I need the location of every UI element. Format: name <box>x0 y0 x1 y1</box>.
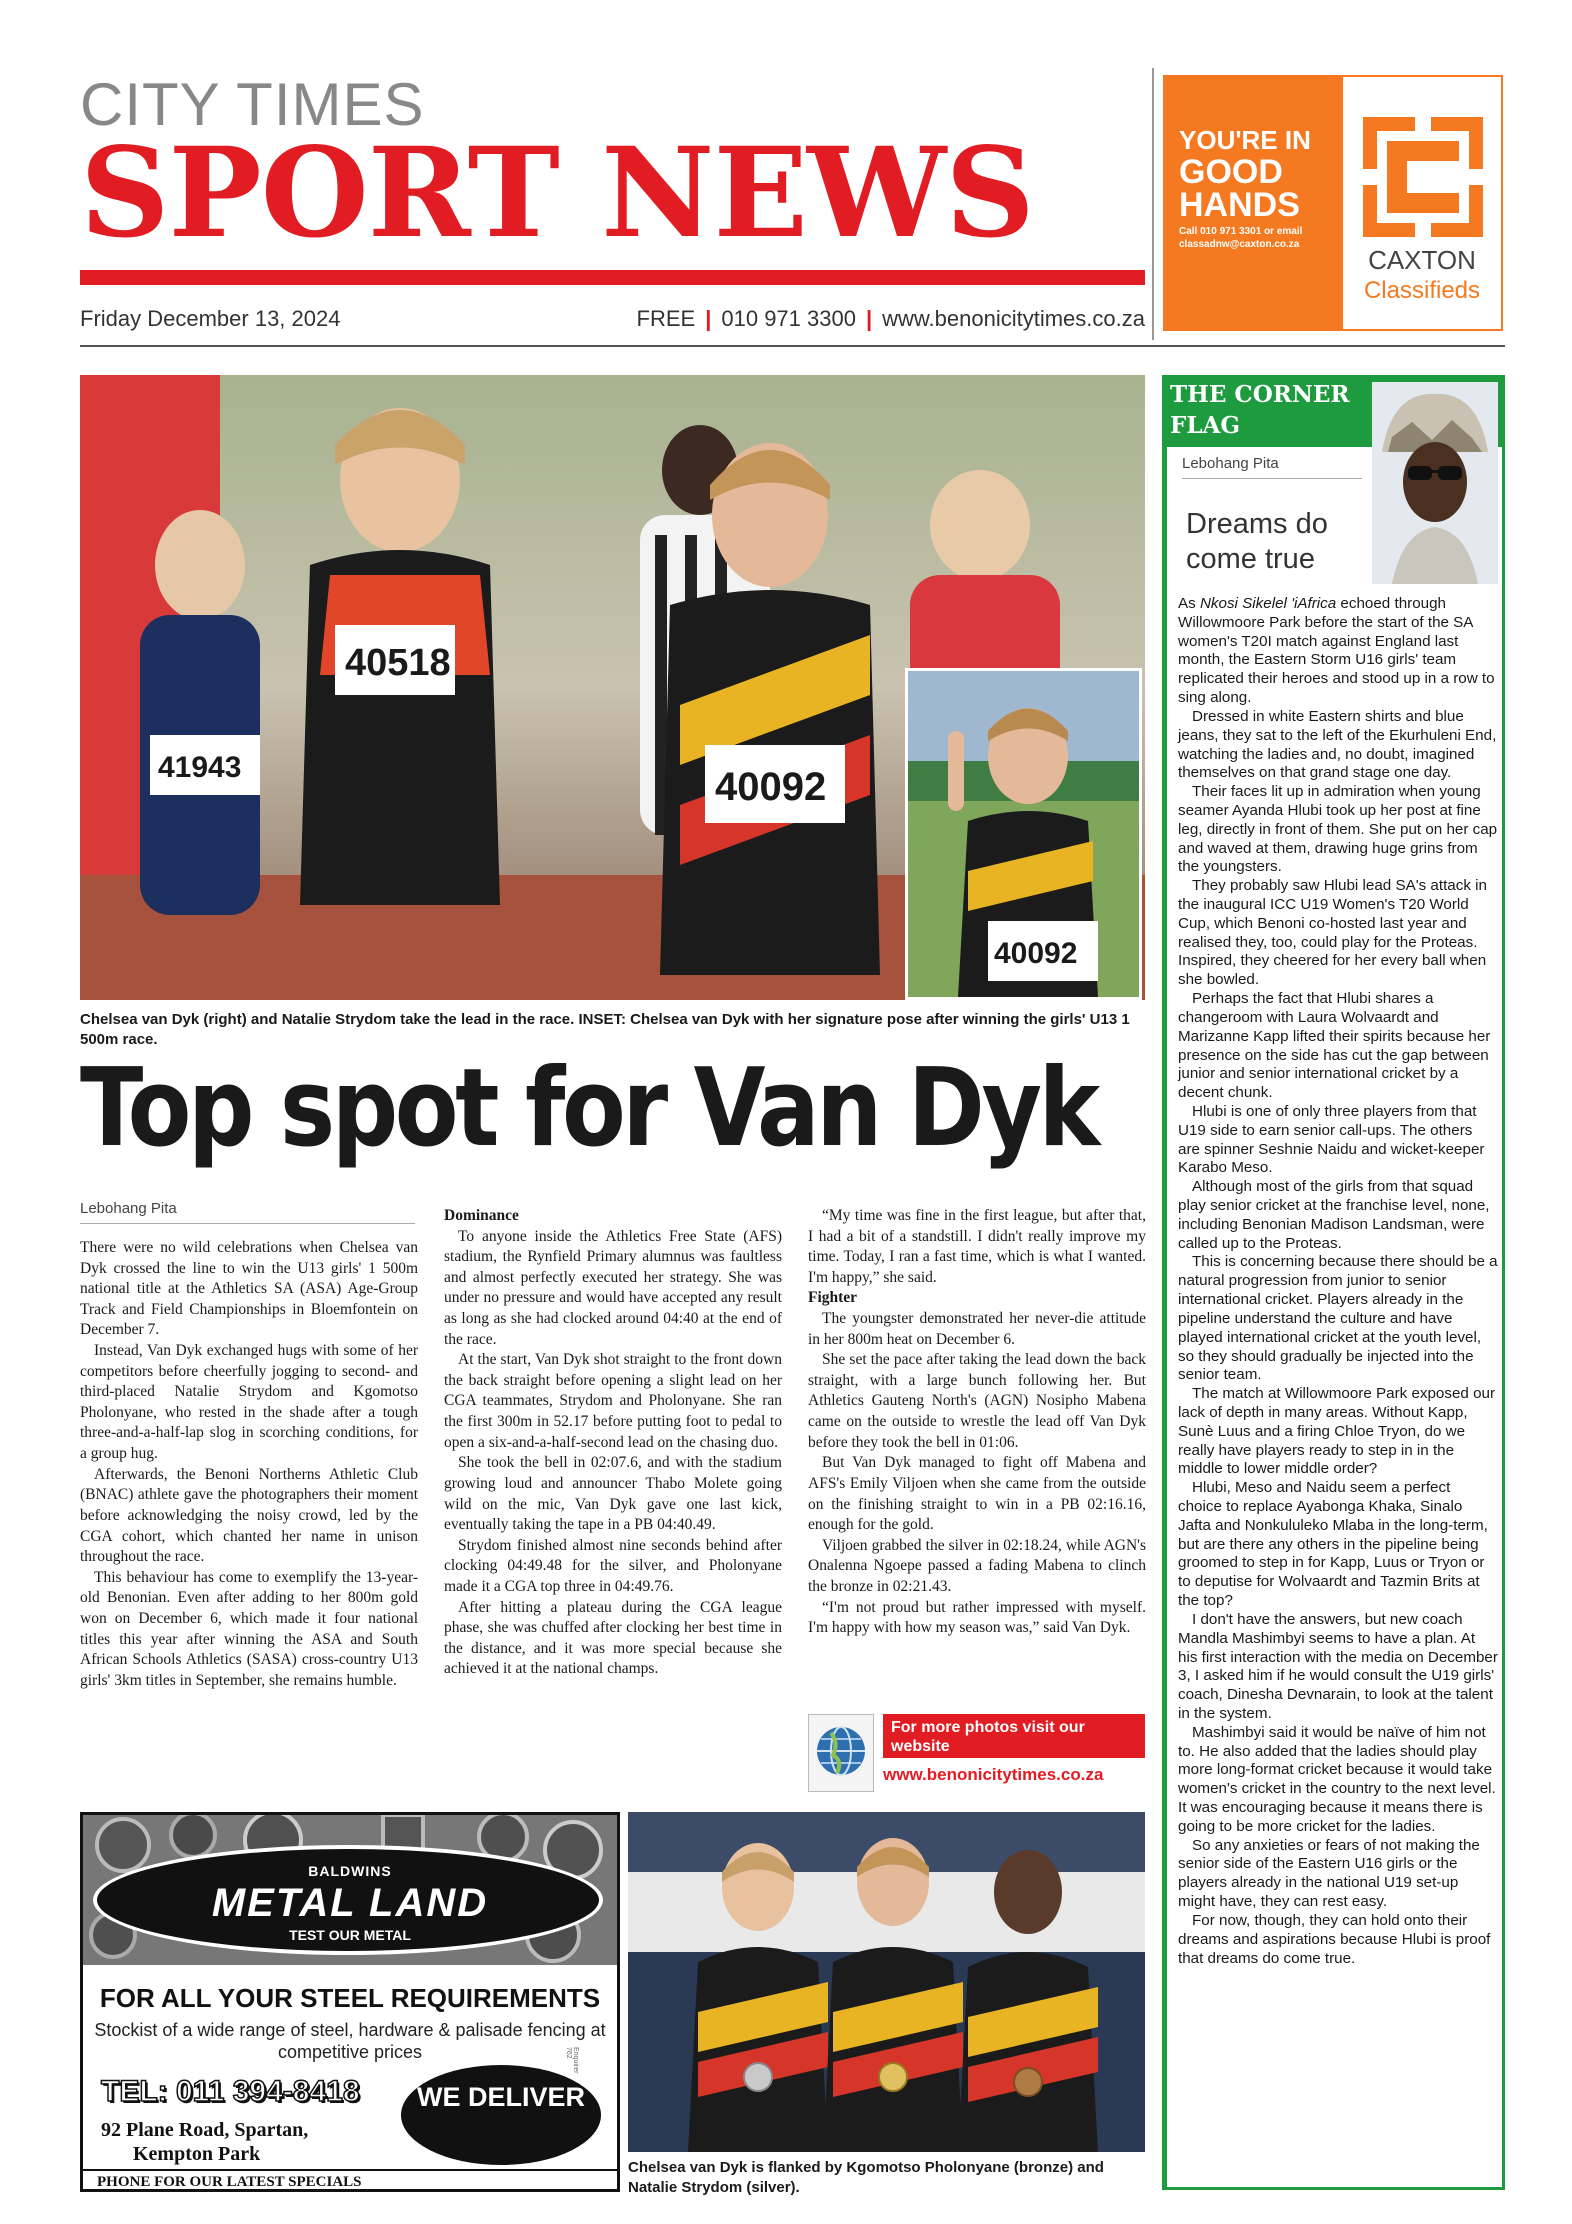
caxton-logo-box <box>1341 75 1503 331</box>
masthead-divider <box>1152 68 1154 340</box>
intro-text: As <box>1178 595 1200 612</box>
paragraph: Although most of the girls from that squad play senior cricket at the franchise level, none, including Benonian Madison Landsman, were called up to the Proteas. <box>1178 1178 1490 1252</box>
article-column-3 <box>808 1206 1146 1639</box>
paragraph: Instead, Van Dyk exchanged hugs with some of her competitors before cheerfully jogging to second- and third-placed Natalie Strydom and Kgomotso Pholonyane, who rested in the shade after a tough three-and-a-half-lap slog in scorching conditions, for a group hug. <box>80 1342 418 1463</box>
paragraph: After hitting a plateau during the CGA league phase, she was chuffed after clocking her best time in the distance, and it was more special because she achieved it at the national champs. <box>444 1598 782 1678</box>
paragraph: At the start, Van Dyk shot straight to the front down the back straight before opening a slight lead on her CGA teammates, Strydom and Pholonyane. She ran the first 300m in 52.17 before putting foot to pedal to open a six-and-a-half-second lead on the chasing duo. <box>444 1351 782 1451</box>
ad-line-1: YOU'RE IN <box>1179 125 1311 155</box>
ad-specials: PHONE FOR OUR LATEST SPECIALS <box>83 2169 617 2192</box>
corner-flag-byline: Lebohang Pita <box>1182 455 1362 479</box>
subheading: Fighter <box>808 1289 858 1307</box>
ad-telephone: TEL: 011 394-8418 <box>101 2075 360 2108</box>
article-column-1 <box>80 1238 418 1691</box>
ad-address-line-1: 92 Plane Road, Spartan, <box>101 2119 309 2141</box>
paragraph: Viljoen grabbed the silver in 02:18.24, while AGN's Onalenna Ngoepe passed a fading Mabena to clinch the bronze in 02:21.43. <box>808 1536 1146 1595</box>
ad-line-3: HANDS <box>1179 186 1300 224</box>
we-deliver-badge: WE DELIVER <box>401 2065 601 2165</box>
paragraph: I don't have the answers, but new coach Mandla Mashimbyi seems to have a plan. At his first interaction with the media on December 3, I asked him if he would consult the U19 girls' coach, Dinesha Devnarain, to look at the talent in the system. <box>1178 1610 1498 1722</box>
paragraph: Hlubi, Meso and Naidu seem a perfect choice to replace Ayabonga Khaka, Sinalo Jafta and Nonkululeko Mlaba in the long-term, but are there any others in the pipeline being groomed to step in for Kapp, Luus or Tryon or to deputise for Wolvaardt and Tazmin Brits at the top? <box>1178 1479 1488 1610</box>
paragraph: The match at Willowmoore Park exposed our lack of depth in many areas. Without Kapp, Sunè Luus and a firing Chloe Tryon, do we really have players ready to step in in the middle to lower middle order? <box>1178 1385 1496 1478</box>
paragraph: Perhaps the fact that Hlubi shares a changeroom with Laura Wolvaardt and Marizanne Kapp lifted their spirits because her presence on the side has cut the gap between junior and senior international cricket by a decent chunk. <box>1178 990 1491 1102</box>
podium-photo <box>628 1812 1145 2152</box>
paragraph: “I'm not proud but rather impressed with myself. I'm happy with how my season was,” said Van Dyk. <box>808 1598 1146 1637</box>
paragraph: This is concerning because there should be a natural progression from junior to senior international cricket. Players already in the pipeline understand the culture and have played international cricket at the youth level, so they should gradually be injected into the senior team. <box>1178 1253 1498 1384</box>
anthem-title: Nkosi Sikelel 'iAfrica <box>1199 595 1337 612</box>
caxton-sub-brand: Classifieds <box>1363 277 1481 304</box>
intro-text: echoed through Willowmoore Park before the start of the SA women's T20I match against England last month, the Eastern Storm U16 girls' team replicated their heroes and stood up in a row to sing along. <box>1178 595 1495 707</box>
paragraph: The youngster demonstrated her never-die attitude in her 800m heat on December 6. <box>808 1310 1146 1348</box>
metal-land-ad[interactable] <box>80 1812 620 2192</box>
columnist-portrait <box>1372 382 1498 584</box>
ad-stockist: Stockist of a wide range of steel, hardware & palisade fencing at competitive prices <box>94 2020 606 2062</box>
caxton-brand: CAXTON <box>1368 245 1476 275</box>
paragraph: There were no wild celebrations when Chelsea van Dyk crossed the line to win the U13 girls' 1 500m national title at the Athletics SA (ASA) Age-Group Track and Field Championships in Bloemfontein on December 7. <box>80 1239 418 1339</box>
bib-text: 40518 <box>345 642 451 684</box>
article-byline: Lebohang Pita <box>80 1200 415 1224</box>
more-photos-label: For more photos visit our website <box>883 1714 1145 1758</box>
phone-number: 010 971 3300 <box>721 306 856 331</box>
masthead <box>80 70 1145 340</box>
subheading: Dominance <box>444 1207 519 1224</box>
caxton-classifieds-ad[interactable] <box>1163 75 1503 331</box>
paragraph: Their faces lit up in admiration when young seamer Ayanda Hlubi took up her post at fine leg, directly in front of them. She put on her cap and waved at them, drawing huge grins from the youngsters. <box>1178 783 1498 876</box>
masthead-rule <box>80 345 1505 347</box>
ad-tagline: TEST OUR METAL <box>289 1927 411 1943</box>
paragraph: She set the pace after taking the lead down the back straight, with a large bunch following her. But Athletics Gauteng North's (AGN) Nosipho Mabena came on the outside to wrestle the lead off Van Dyk before they took the bell in 01:06. <box>808 1351 1146 1451</box>
inset-photo-image <box>908 671 1139 997</box>
paragraph: Dressed in white Eastern shirts and blue jeans, they sat to the left of the Ekurhuleni End, watching the ladies and, no doubt, imagined themselves on that grand stage one day. <box>1178 707 1497 782</box>
corner-flag-headline: Dreams do come true <box>1186 508 1328 575</box>
ad-brand-name: METAL LAND <box>211 1881 489 1925</box>
ad-requirements: FOR ALL YOUR STEEL REQUIREMENTS <box>99 1983 601 2013</box>
price-label: FREE <box>636 306 696 331</box>
ad-line-2: GOOD <box>1179 153 1283 191</box>
more-photos-promo[interactable] <box>808 1714 1145 1792</box>
masthead-contact <box>637 306 1145 332</box>
paragraph: So any anxieties or fears of not making the senior side of the Eastern U16 girls or the players already in the national U19 set-up might have, they can rest easy. <box>1178 1836 1480 1911</box>
paragraph: Hlubi is one of only three players from that U19 side to earn senior call-ups. The others are spinner Seshnie Naidu and wicket-keeper Karabo Meso. <box>1178 1102 1485 1177</box>
caxton-logo-icon <box>1363 117 1483 237</box>
paragraph: This behaviour has come to exemplify the 13-year-old Benonian. Even after adding to her 800m gold won on December 6, which made it four national titles this year after winning the ASA and South African Schools Athletics (SASA) cross-country U13 girls' 3km titles in September, she remains humble. <box>80 1568 418 1689</box>
ad-address-line-2: Kempton Park <box>133 2143 261 2165</box>
ad-contact: Call 010 971 3301 or email classadnw@caxton.co.za <box>1179 226 1303 250</box>
paragraph: To anyone inside the Athletics Free State (AFS) stadium, the Rynfield Primary alumnus was faultless and almost perfectly executed her strategy. She was under no pressure and would have accepted any result as long as she had clocked around 04:40 at the end of the race. <box>444 1227 782 1348</box>
ad-reference: Enquirer 762 <box>565 2047 579 2074</box>
bib-text: 40092 <box>994 937 1078 970</box>
paragraph: But Van Dyk managed to fight off Mabena and AFS's Emily Viljoen when she came from the outside on the finishing straight to win in a PB 02:16.16, enough for the gold. <box>808 1454 1146 1534</box>
website-link[interactable]: www.benonicitytimes.co.za <box>882 306 1145 331</box>
paragraph: They probably saw Hlubi lead SA's attack in the inaugural ICC U19 Women's T20 World Cup, which Benoni co-hosted last year and realised they, too, could play for the Proteas. Inspired, they cheered for her every ball when she bowled. <box>1178 877 1487 989</box>
corner-flag-title-text: THE CORNER FLAG <box>1170 381 1350 440</box>
corner-flag-body <box>1178 595 1498 1968</box>
separator: | <box>865 306 873 331</box>
bib-text: 40092 <box>715 765 827 809</box>
globe-icon <box>808 1714 874 1792</box>
podium-photo-image <box>628 1812 1145 2152</box>
masthead-small-title: CITY TIMES <box>80 71 425 138</box>
separator: | <box>705 306 712 331</box>
article-headline: Top spot for Van Dyk <box>80 1046 1097 1171</box>
bib-text: 41943 <box>158 751 242 784</box>
more-photos-url[interactable]: www.benonicitytimes.co.za <box>883 1765 1104 1784</box>
ad-brand-top: BALDWINS <box>308 1863 392 1879</box>
paragraph <box>1178 595 1498 708</box>
podium-photo-caption: Chelsea van Dyk is flanked by Kgomotso Pholonyane (bronze) and Natalie Strydom (silver). <box>628 2159 1104 2197</box>
paragraph: Strydom finished almost nine seconds behind after clocking 04:49.48 for the silver, and Pholonyane made it a CGA top three in 04:49.76. <box>444 1536 782 1595</box>
paragraph: “My time was fine in the first league, but after that, I had a bit of a standstill. I didn't really improve my time. Today, I ran a fast time, which is what I wanted. I'm happy,” she said. <box>808 1207 1146 1286</box>
masthead-big-title: SPORT NEWS <box>80 121 1034 266</box>
paragraph: Mashimbyi said it would be naïve of him not to. He also added that the ladies should play more long-format cricket because it would take women's cricket in the country to the next level. It was encouraging because it means there is going to be more cricket for the ladies. <box>1178 1723 1496 1835</box>
article-column-2 <box>444 1206 782 1680</box>
paragraph: Afterwards, the Benoni Northerns Athletic Club (BNAC) athlete gave the photographers their moment before acknowledging the noisy crowd, led by the CGA cohort, which chanted her name in unison throughout the race. <box>80 1465 418 1566</box>
paragraph: For now, though, they can hold onto their dreams and aspirations because Hlubi is proof that dreams do come true. <box>1178 1911 1491 1967</box>
paragraph: She took the bell in 02:07.6, and with the stadium growing loud and announcer Thabo Molete going wild on the mic, Van Dyk gave one last kick, eventually taking the tape in a PB 04:40.49. <box>444 1454 782 1534</box>
columnist-portrait-image <box>1372 382 1498 584</box>
inset-photo <box>905 668 1142 1000</box>
main-photo-caption: Chelsea van Dyk (right) and Natalie Strydom take the lead in the race. INSET: Chelsea van Dyk with her signature pose after winning the girls' U13 1 500m race. <box>80 1011 1130 1049</box>
issue-date: Friday December 13, 2024 <box>80 306 341 331</box>
masthead-red-bar <box>80 270 1145 285</box>
